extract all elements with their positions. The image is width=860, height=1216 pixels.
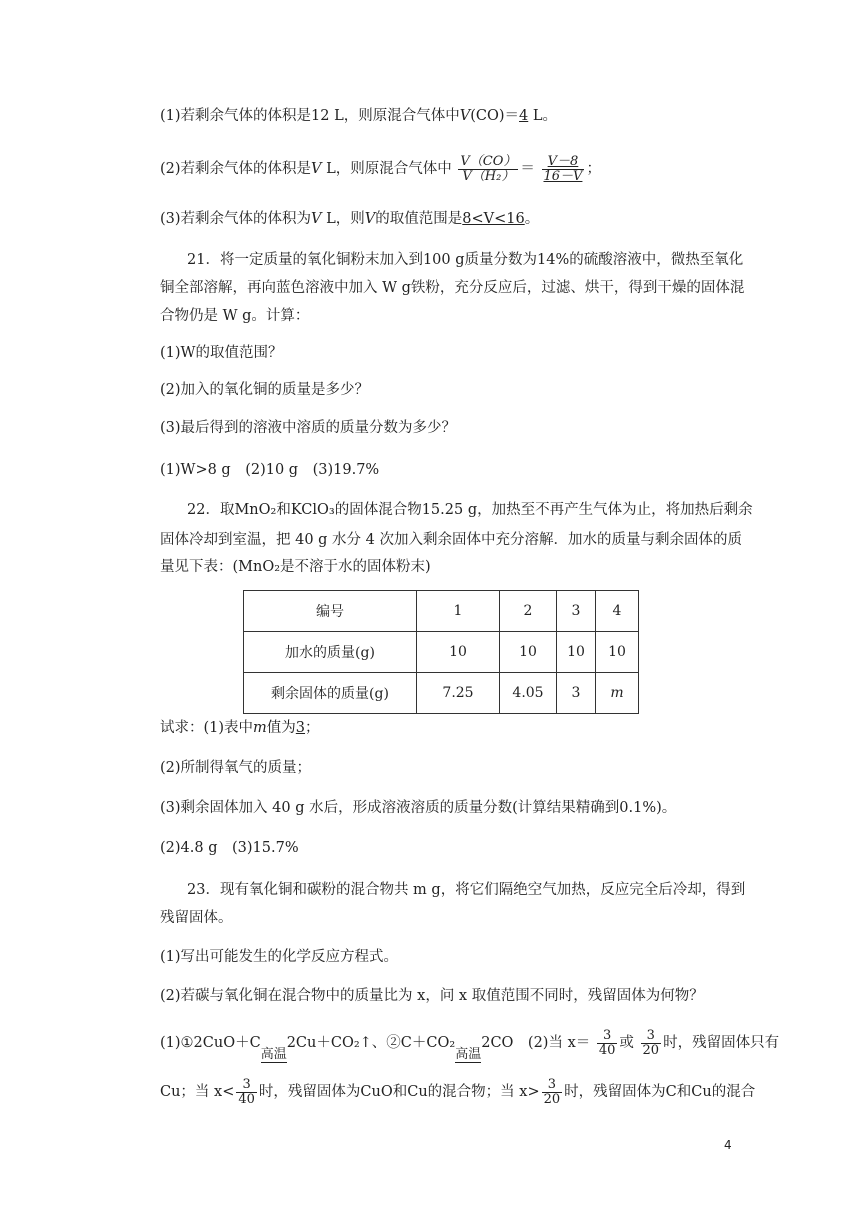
q21-sub3: (3)最后得到的溶液中溶质的质量分数为多少？ [160, 420, 457, 436]
q23-line2: 残留固体。 [160, 910, 233, 926]
table-cell: 加水的质量(g) [244, 632, 417, 673]
table-row [244, 673, 639, 714]
q22-sub2: (2)所制得氧气的质量； [160, 760, 312, 776]
reaction-condition: 高温 [260, 1047, 287, 1062]
fraction: $\frac{3}{20}$ [543, 1076, 561, 1107]
fraction: $\frac{3}{20}$ [642, 1027, 660, 1058]
q22-sub1: 试求：(1)表中m值为3； [160, 720, 320, 736]
table-cell: 10 [557, 632, 596, 673]
table-cell: 4.05 [500, 673, 557, 714]
table-cell: 剩余固体的质量(g) [244, 673, 417, 714]
table-cell: 10 [417, 632, 500, 673]
table-cell: 10 [500, 632, 557, 673]
table-cell: 3 [557, 673, 596, 714]
q20-part2: (2)若剩余气体的体积是V L，则原混合气体中 $\frac{V(CO)}{\text{V（H₂）}}$ ＝ $\frac{V-8}{16-V}$ ； [160, 153, 601, 184]
answer-fraction: $\frac{V-8}{16-V}$ [543, 153, 583, 184]
table-cell: 1 [417, 591, 500, 632]
table-cell: 4 [596, 591, 639, 632]
table-cell: 3 [557, 591, 596, 632]
table-cell: 7.25 [417, 673, 500, 714]
ratio-fraction: $\frac{V(CO)}{\text{V（H₂）}}$ [460, 153, 517, 184]
q20-part3: (3)若剩余气体的体积为V L，则V的取值范围是8<V<16。 [160, 211, 540, 227]
q21-answer: (1)W>8 g (2)10 g (3)19.7% [160, 462, 380, 478]
q23-answer-line2: Cu；当 x< $\frac{3}{40}$ 时，残留固体为CuO和Cu的混合物；当 x> $\frac{3}{20}$ 时，残留固体为C和Cu的混合 [160, 1076, 756, 1107]
q21-sub2: (2)加入的氧化铜的质量是多少？ [160, 382, 370, 398]
q21-line3: 合物仍是 W g。计算： [160, 308, 310, 324]
fraction: $\frac{3}{40}$ [598, 1027, 616, 1058]
fraction: $\frac{3}{40}$ [238, 1076, 255, 1107]
table-cell: 2 [500, 591, 557, 632]
page-number: 4 [724, 1138, 732, 1152]
q22-sub3: (3)剩余固体加入 40 g 水后，形成溶液溶质的质量分数(计算结果精确到0.1%)。 [160, 800, 677, 816]
table-cell: 10 [596, 632, 639, 673]
reaction-condition: 高温 [455, 1047, 482, 1062]
q22-answer: (2)4.8 g (3)15.7% [160, 840, 299, 856]
data-table [243, 590, 639, 714]
q21-sub1: (1)W的取值范围？ [160, 345, 283, 361]
q22-line3: 量见下表：(MnO₂是不溶于水的固体粉末) [160, 559, 431, 575]
q23-sub1: (1)写出可能发生的化学反应方程式。 [160, 949, 399, 965]
table-row [244, 632, 639, 673]
table-cell: 编号 [244, 591, 417, 632]
q23-sub2: (2)若碳与氧化铜在混合物中的质量比为 x，问 x 取值范围不同时，残留固体为何物？ [160, 988, 704, 1004]
q22-line2: 固体冷却到室温，把 40 g 水分 4 次加入剩余固体中充分溶解．加水的质量与剩余固体的质 [160, 532, 743, 548]
q20-part1: (1)若剩余气体的体积是12 L，则原混合气体中V(CO)＝4 L。 [160, 108, 557, 124]
q21-line1: 21．将一定质量的氧化铜粉末加入到100 g质量分数为14%的硫酸溶液中，微热至氧化 [187, 252, 744, 268]
table-cell: m [596, 673, 639, 714]
q23-answer-line1: (1)①2CuO＋C 高温 2Cu＋CO₂↑、②C＋CO₂ 高温 2CO (2)当 x＝ $\frac{3}{40}$ 或 $\frac{3}{20}$ 时，残留固体只有 [160, 1027, 780, 1062]
q23-line1: 23．现有氧化铜和碳粉的混合物共 m g，将它们隔绝空气加热，反应完全后冷却，得到 [187, 882, 746, 898]
table-row [244, 591, 639, 632]
q22-line1: 22．取MnO₂和KClO₃的固体混合物15.25 g，加热至不再产生气体为止，将加热后剩余 [187, 502, 753, 518]
q21-line2: 铜全部溶解，再向蓝色溶液中加入 W g铁粉，充分反应后，过滤、烘干，得到干燥的固体混 [160, 280, 745, 296]
